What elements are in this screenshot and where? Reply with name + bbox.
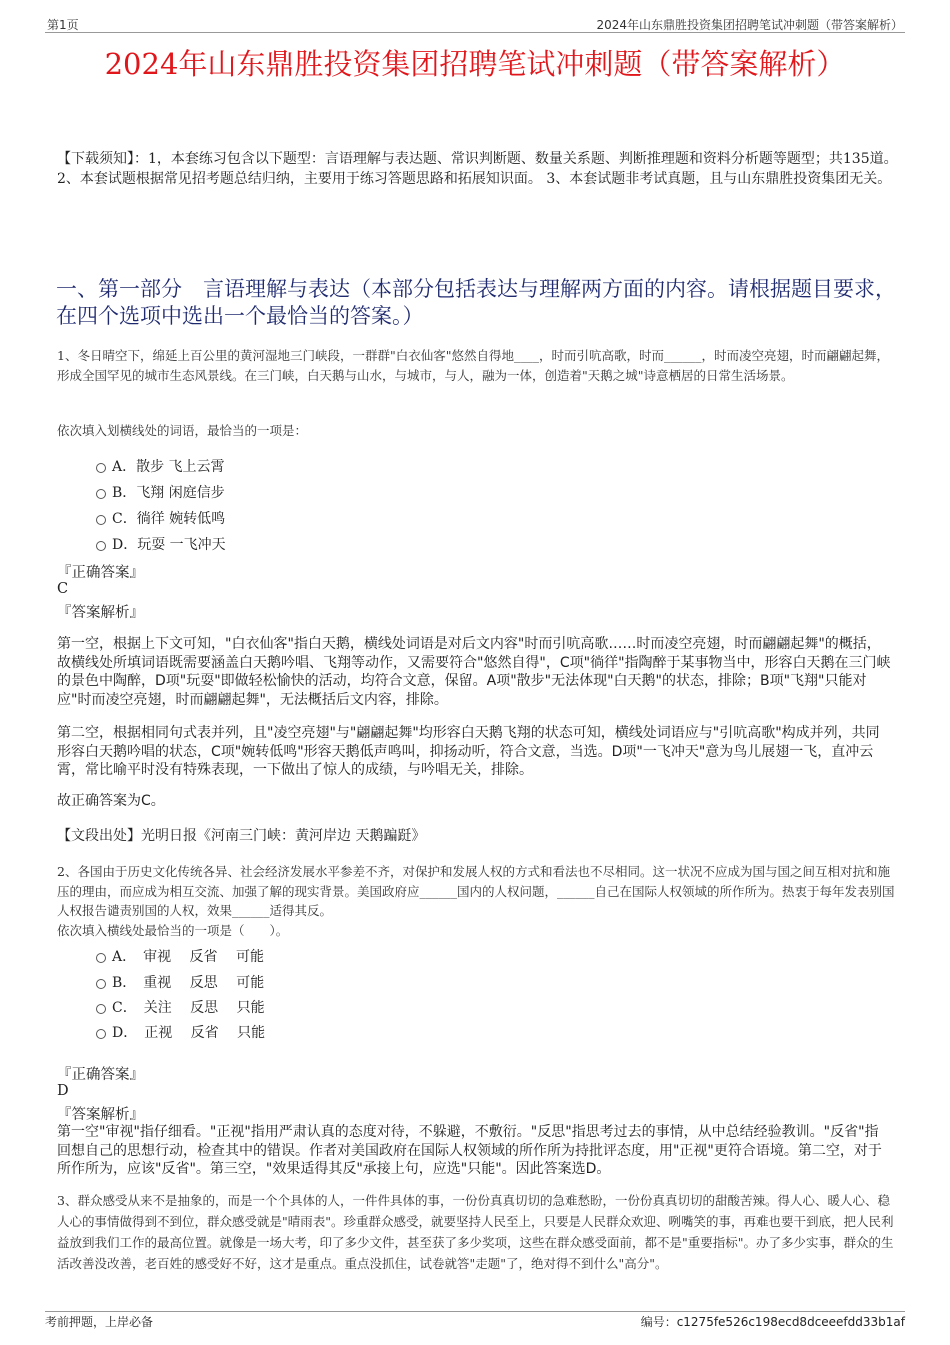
option-d[interactable]: D． 正视 反省 只能 xyxy=(96,1022,265,1042)
document-title: 2024年山东鼎胜投资集团招聘笔试冲刺题（带答案解析） xyxy=(104,47,846,81)
radio-icon[interactable] xyxy=(96,1029,106,1039)
analysis-paragraph: 第一空"审视"指仔细看。"正视"指用严肃认真的态度对待，不躲避，不敷衍。"反思"指思考过去的事情，从中总结经验教训。"反省"指回想自己的思想行动，检查其中的错误。作者对美国政府在国际人权领域的所作所为持批评态度，用"正视"更符合语境。第二空，对于所作所为，应该"反省"。第三空，"效果适得其反"承接上句，应选"只能"。因此答案选D。 xyxy=(57,1124,882,1177)
radio-icon[interactable] xyxy=(96,541,106,551)
option-c[interactable]: C． 关注 反思 只能 xyxy=(96,997,265,1017)
footer-slogan: 考前押题，上岸必备 xyxy=(45,1315,154,1329)
radio-icon[interactable] xyxy=(96,979,106,989)
footer-divider xyxy=(45,1311,905,1312)
question-3-stem: 3、群众感受从来不是抽象的，而是一个个具体的人，一件件具体的事，一份份真真切切的急难愁盼，一份份真真切切的甜酸苦辣。得人心、暖人心、稳人心的事情做得到不到位，群众感受就是"晴雨表"。珍重群众感受，就要坚持人民至上，只要是人民群众欢迎、咧嘴笑的事，再难也要干到底，把人民利益放到我们工作的最高位置。就像是一场大考，印了多少文件，甚至获了多少奖项，这些在群众感受面前，都不是"重要指标"。办了多少实事，群众的生活改善没改善，老百姓的感受好不好，这才是重点。重点没抓住，试卷就答"走题"了，绝对得不到什么"高分"。 xyxy=(57,1193,894,1271)
correct-answer: D xyxy=(57,1083,69,1099)
header-doc-title: 2024年山东鼎胜投资集团招聘笔试冲刺题（带答案解析） xyxy=(596,18,903,32)
footer-doc-id: 编号：c1275fe526c198ecd8dceeefdd33b1af xyxy=(640,1315,905,1329)
option-c[interactable]: C．徜徉 婉转低鸣 xyxy=(96,508,225,528)
correct-answer: C xyxy=(57,581,69,597)
radio-icon[interactable] xyxy=(96,463,106,473)
option-a[interactable]: A． 审视 反省 可能 xyxy=(96,946,264,966)
analysis-label: 『答案解析』 xyxy=(57,1107,144,1123)
header-divider xyxy=(45,32,905,33)
option-d[interactable]: D．玩耍 一飞冲天 xyxy=(96,534,226,554)
question-2-stem: 2、各国由于历史文化传统各异、社会经济发展水平参差不齐，对保护和发展人权的方式和看法也不尽相同。这一状况不应成为国与国之间互相对抗和施压的理由，而应成为相互交流、加强了解的现实背景。美国政府应______国内的人权问题，______自己在国际人权领域的所作所为。热衷于每年发表别国人权报告谴责别国的人权，效果______适得其反。 xyxy=(57,864,895,918)
correct-answer-label: 『正确答案』 xyxy=(57,1067,144,1083)
option-b[interactable]: B．飞翔 闲庭信步 xyxy=(96,482,225,502)
option-a[interactable]: A．散步 飞上云霄 xyxy=(96,456,225,476)
analysis-label: 『答案解析』 xyxy=(57,605,144,621)
question-2-prompt: 依次填入横线处最恰当的一项是（ ）。 xyxy=(57,923,289,938)
question-1-stem: 1、冬日晴空下，绵延上百公里的黄河湿地三门峡段，一群群"白衣仙客"悠然自得地____，时而引吭高歌，时而______，时而凌空亮翅，时而翩翩起舞，形成全国罕见的城市生态风景线。在三门峡，白天鹅与山水，与城市，与人，融为一体，创造着"天鹅之城"诗意栖居的日常生活场景。 xyxy=(57,348,889,383)
passage-source: 【文段出处】光明日报《河南三门峡：黄河岸边 天鹅蹁跹》 xyxy=(57,828,426,844)
download-notice: 【下载须知】：1，本套练习包含以下题型：言语理解与表达题、常识判断题、数量关系题、判断推理题和资料分析题等题型；共135道。 2、本套试题根据常见招考题总结归纳，主要用于练习答题思路和拓展知识面。 3、本套试题非考试真题，且与山东鼎胜投资集团无关。 xyxy=(57,151,898,187)
radio-icon[interactable] xyxy=(96,953,106,963)
option-b[interactable]: B． 重视 反思 可能 xyxy=(96,972,264,992)
correct-answer-label: 『正确答案』 xyxy=(57,565,144,581)
analysis-paragraph: 第一空，根据上下文可知，"白衣仙客"指白天鹅，横线处词语是对后文内容"时而引吭高歌……时而凌空亮翅，时而翩翩起舞"的概括，故横线处所填词语既需要涵盖白天鹅吟唱、飞翔等动作，又需要符合"悠然自得"，C项"徜徉"指陶醉于某事物当中，形容白天鹅在三门峡的景色中陶醉，D项"玩耍"即做轻松愉快的活动，均符合文意，保留。A项"散步"无法体现"白天鹅"的状态，排除；B项"飞翔"只能对应"时而凌空亮翅，时而翩翩起舞"，无法概括后文内容，排除。 xyxy=(57,636,891,708)
radio-icon[interactable] xyxy=(96,515,106,525)
radio-icon[interactable] xyxy=(96,489,106,499)
analysis-conclusion: 故正确答案为C。 xyxy=(57,793,165,809)
radio-icon[interactable] xyxy=(96,1004,106,1014)
question-1-prompt: 依次填入划横线处的词语，最恰当的一项是： xyxy=(57,423,308,438)
analysis-paragraph: 第二空，根据相同句式表并列，且"凌空亮翅"与"翩翩起舞"均形容白天鹅飞翔的状态可知，横线处词语应与"引吭高歌"构成并列，共同形容白天鹅吟唱的状态，C项"婉转低鸣"形容天鹅低声鸣叫，抑扬动听，符合文意，当选。D项"一飞冲天"意为鸟儿展翅一飞，直冲云霄，常比喻平时没有特殊表现，一下做出了惊人的成绩，与吟唱无关，排除。 xyxy=(57,725,880,778)
section-heading: 一、第一部分 言语理解与表达（本部分包括表达与理解两方面的内容。请根据题目要求，在四个选项中选出一个最恰当的答案。） xyxy=(56,277,896,328)
page-number: 第1页 xyxy=(47,18,79,32)
